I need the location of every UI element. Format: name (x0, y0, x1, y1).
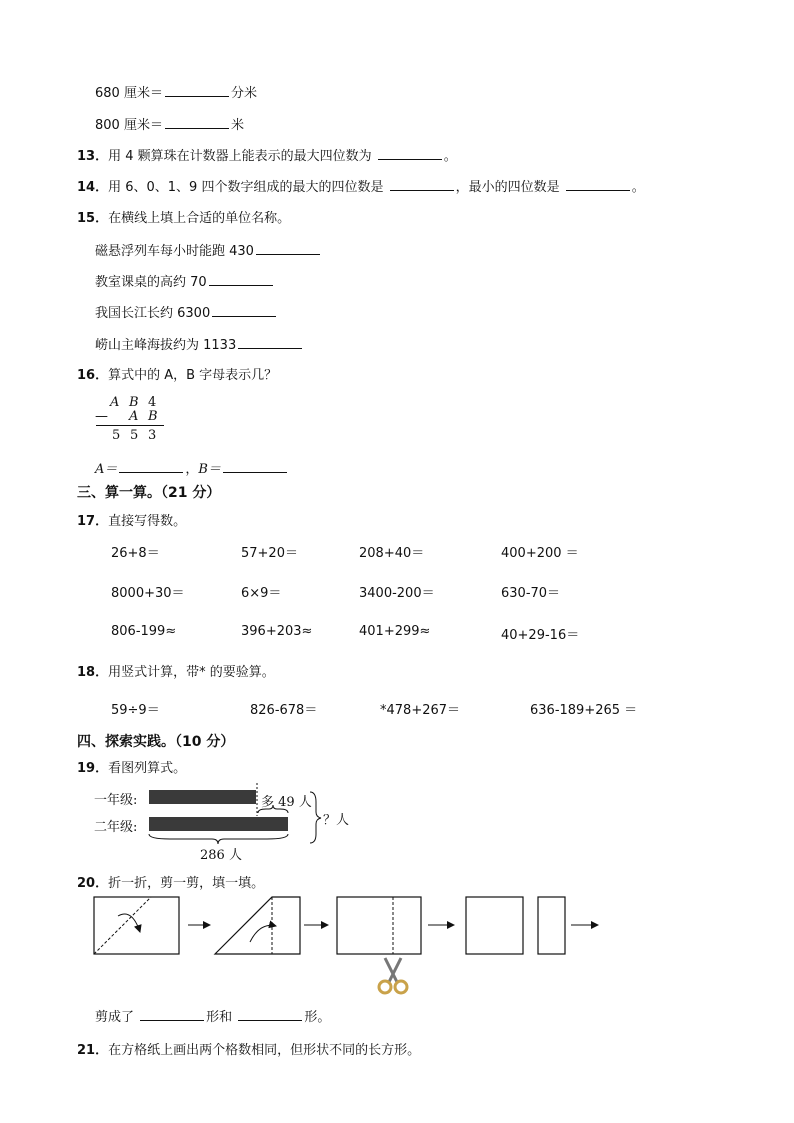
grade-2-label: 二年级: (94, 820, 138, 835)
answer-b-label: B＝ (198, 462, 221, 477)
conversion-line-2 (95, 114, 244, 133)
question-17 (77, 510, 186, 529)
list-item (95, 240, 322, 259)
question-20 (77, 872, 264, 891)
conversion-left: 800 厘米＝ (95, 118, 163, 133)
section-4-title: 四、探索实践。（10 分） (77, 734, 235, 750)
grade-1-bar (149, 790, 256, 804)
answer-blank[interactable] (238, 336, 302, 349)
q20-answer-line (95, 1006, 330, 1025)
subtraction-line (96, 425, 164, 426)
step-2-folded-shape (215, 897, 300, 954)
question-number: 21． (77, 1043, 109, 1058)
subtraction-row-3-c (148, 428, 156, 443)
item-text: 教室课桌的高约 70 (95, 275, 207, 290)
section-3-title: 三、算一算。（21 分） (77, 485, 221, 501)
conversion-left: 680 厘米＝ (95, 86, 163, 101)
q16-answer-line (95, 458, 289, 477)
question-text-mid: ，最小的四位数是 (455, 180, 560, 195)
question-text: 看图列算式。 (108, 761, 187, 776)
answer-blank-b[interactable] (223, 460, 287, 473)
question-label: ？人 (323, 813, 350, 828)
calc-item: 401+299≈ (359, 624, 431, 639)
calc-item: 40+29-16＝ (501, 628, 580, 643)
digit: 5 (112, 428, 121, 443)
grade-1-label: 一年级: (94, 793, 138, 808)
item-text: 我国长江长约 6300 (95, 306, 211, 321)
list-item (95, 302, 278, 321)
answer-mid: 形和 (206, 1010, 233, 1025)
answer-blank[interactable] (390, 178, 454, 191)
question-13 (77, 145, 457, 164)
answer-blank[interactable] (212, 304, 276, 317)
total-brace (149, 834, 288, 844)
subtraction-row-2-a (129, 409, 138, 424)
more-label: 多 49 人 (261, 795, 312, 810)
item-text: 磁悬浮列车每小时能跑 430 (95, 244, 254, 259)
question-21 (77, 1039, 420, 1058)
question-number: 15． (77, 211, 109, 226)
answer-suffix: 形。 (304, 1010, 331, 1025)
calc-item: 636-189+265 ＝ (530, 703, 638, 718)
question-text: 用 6、0、1、9 四个数字组成的最大的四位数是 (108, 180, 384, 195)
answer-blank[interactable] (256, 242, 320, 255)
question-number: 16． (77, 368, 109, 383)
answer-blank[interactable] (566, 178, 630, 191)
list-item (95, 271, 275, 290)
question-number: 13． (77, 149, 109, 164)
answer-prefix: 剪成了 (95, 1010, 135, 1025)
minus-sign (95, 409, 108, 424)
conversion-unit: 分米 (230, 86, 257, 101)
subtraction-row-1-b (129, 395, 139, 410)
answer-blank[interactable] (140, 1008, 204, 1021)
question-19 (77, 757, 186, 776)
digit: 4 (148, 395, 157, 410)
answer-blank[interactable] (378, 147, 442, 160)
calc-item: 630-70＝ (501, 586, 561, 601)
calc-item: 3400-200＝ (359, 586, 435, 601)
calc-item: 826-678＝ (250, 703, 318, 718)
punct: 。 (443, 149, 457, 164)
question-text: 用竖式计算，带* 的要验算。 (108, 665, 275, 680)
question-text: 算式中的 A，B 字母表示几？ (108, 368, 278, 383)
question-text: 在横线上填上合适的单位名称。 (108, 211, 291, 226)
question-number: 14． (77, 180, 109, 195)
subtraction-row-3-b (130, 428, 138, 443)
subtraction-row-1-c (148, 395, 156, 410)
calc-item: 26+8＝ (111, 546, 160, 561)
answer-blank[interactable] (209, 273, 273, 286)
square-piece (466, 897, 523, 954)
subtraction-row-1 (110, 395, 119, 410)
answer-a-label: A＝ (95, 462, 118, 477)
question-16 (77, 364, 277, 383)
punct: 。 (631, 180, 645, 195)
question-number: 20． (77, 876, 109, 891)
conversion-unit: 米 (230, 118, 244, 133)
fold-line (94, 897, 151, 954)
digit: 3 (148, 428, 157, 443)
step-1-rectangle (94, 897, 179, 954)
calc-item: 57+20＝ (241, 546, 298, 561)
total-label: 286 人 (200, 848, 242, 863)
digit: 5 (130, 428, 139, 443)
question-number: 18． (77, 665, 109, 680)
question-text: 直接写得数。 (108, 514, 187, 529)
answer-blank[interactable] (165, 116, 229, 129)
calc-item: *478+267＝ (380, 703, 461, 718)
calc-item: 400+200 ＝ (501, 546, 579, 561)
list-item (95, 334, 304, 353)
question-14 (77, 176, 645, 195)
minus-text: — (95, 409, 108, 424)
question-18 (77, 661, 275, 680)
answer-blank[interactable] (165, 84, 229, 97)
step-3-rectangle (337, 897, 421, 954)
punct: ， (185, 462, 199, 477)
conversion-line-1 (95, 82, 257, 101)
fold-arrow (118, 914, 140, 932)
grade-2-bar (149, 817, 288, 831)
digit: B (148, 409, 158, 424)
question-15 (77, 207, 290, 226)
strip-piece (538, 897, 565, 954)
calc-item: 59÷9＝ (111, 703, 160, 718)
item-text: 崂山主峰海拔约为 1133 (95, 338, 237, 353)
calc-item: 8000+30＝ (111, 586, 185, 601)
answer-blank[interactable] (238, 1008, 302, 1021)
digit: B (129, 395, 139, 410)
digit: A (110, 395, 120, 410)
digit: A (129, 409, 139, 424)
calc-item: 806-199≈ (111, 624, 177, 639)
question-text: 在方格纸上画出两个格数相同，但形状不同的长方形。 (108, 1043, 421, 1058)
subtraction-row-2-b (148, 409, 158, 424)
scissors-icon (379, 958, 407, 993)
question-text: 折一折，剪一剪，填一填。 (108, 876, 265, 891)
calc-item: 6×9＝ (241, 586, 282, 601)
calc-item: 396+203≈ (241, 624, 313, 639)
answer-blank-a[interactable] (119, 460, 183, 473)
subtraction-row-3-a (112, 428, 120, 443)
question-text: 用 4 颗算珠在计数器上能表示的最大四位数为 (108, 149, 372, 164)
fold-cut-diagram (90, 892, 610, 1002)
calc-item: 208+40＝ (359, 546, 425, 561)
question-number: 17． (77, 514, 109, 529)
question-number: 19． (77, 761, 109, 776)
